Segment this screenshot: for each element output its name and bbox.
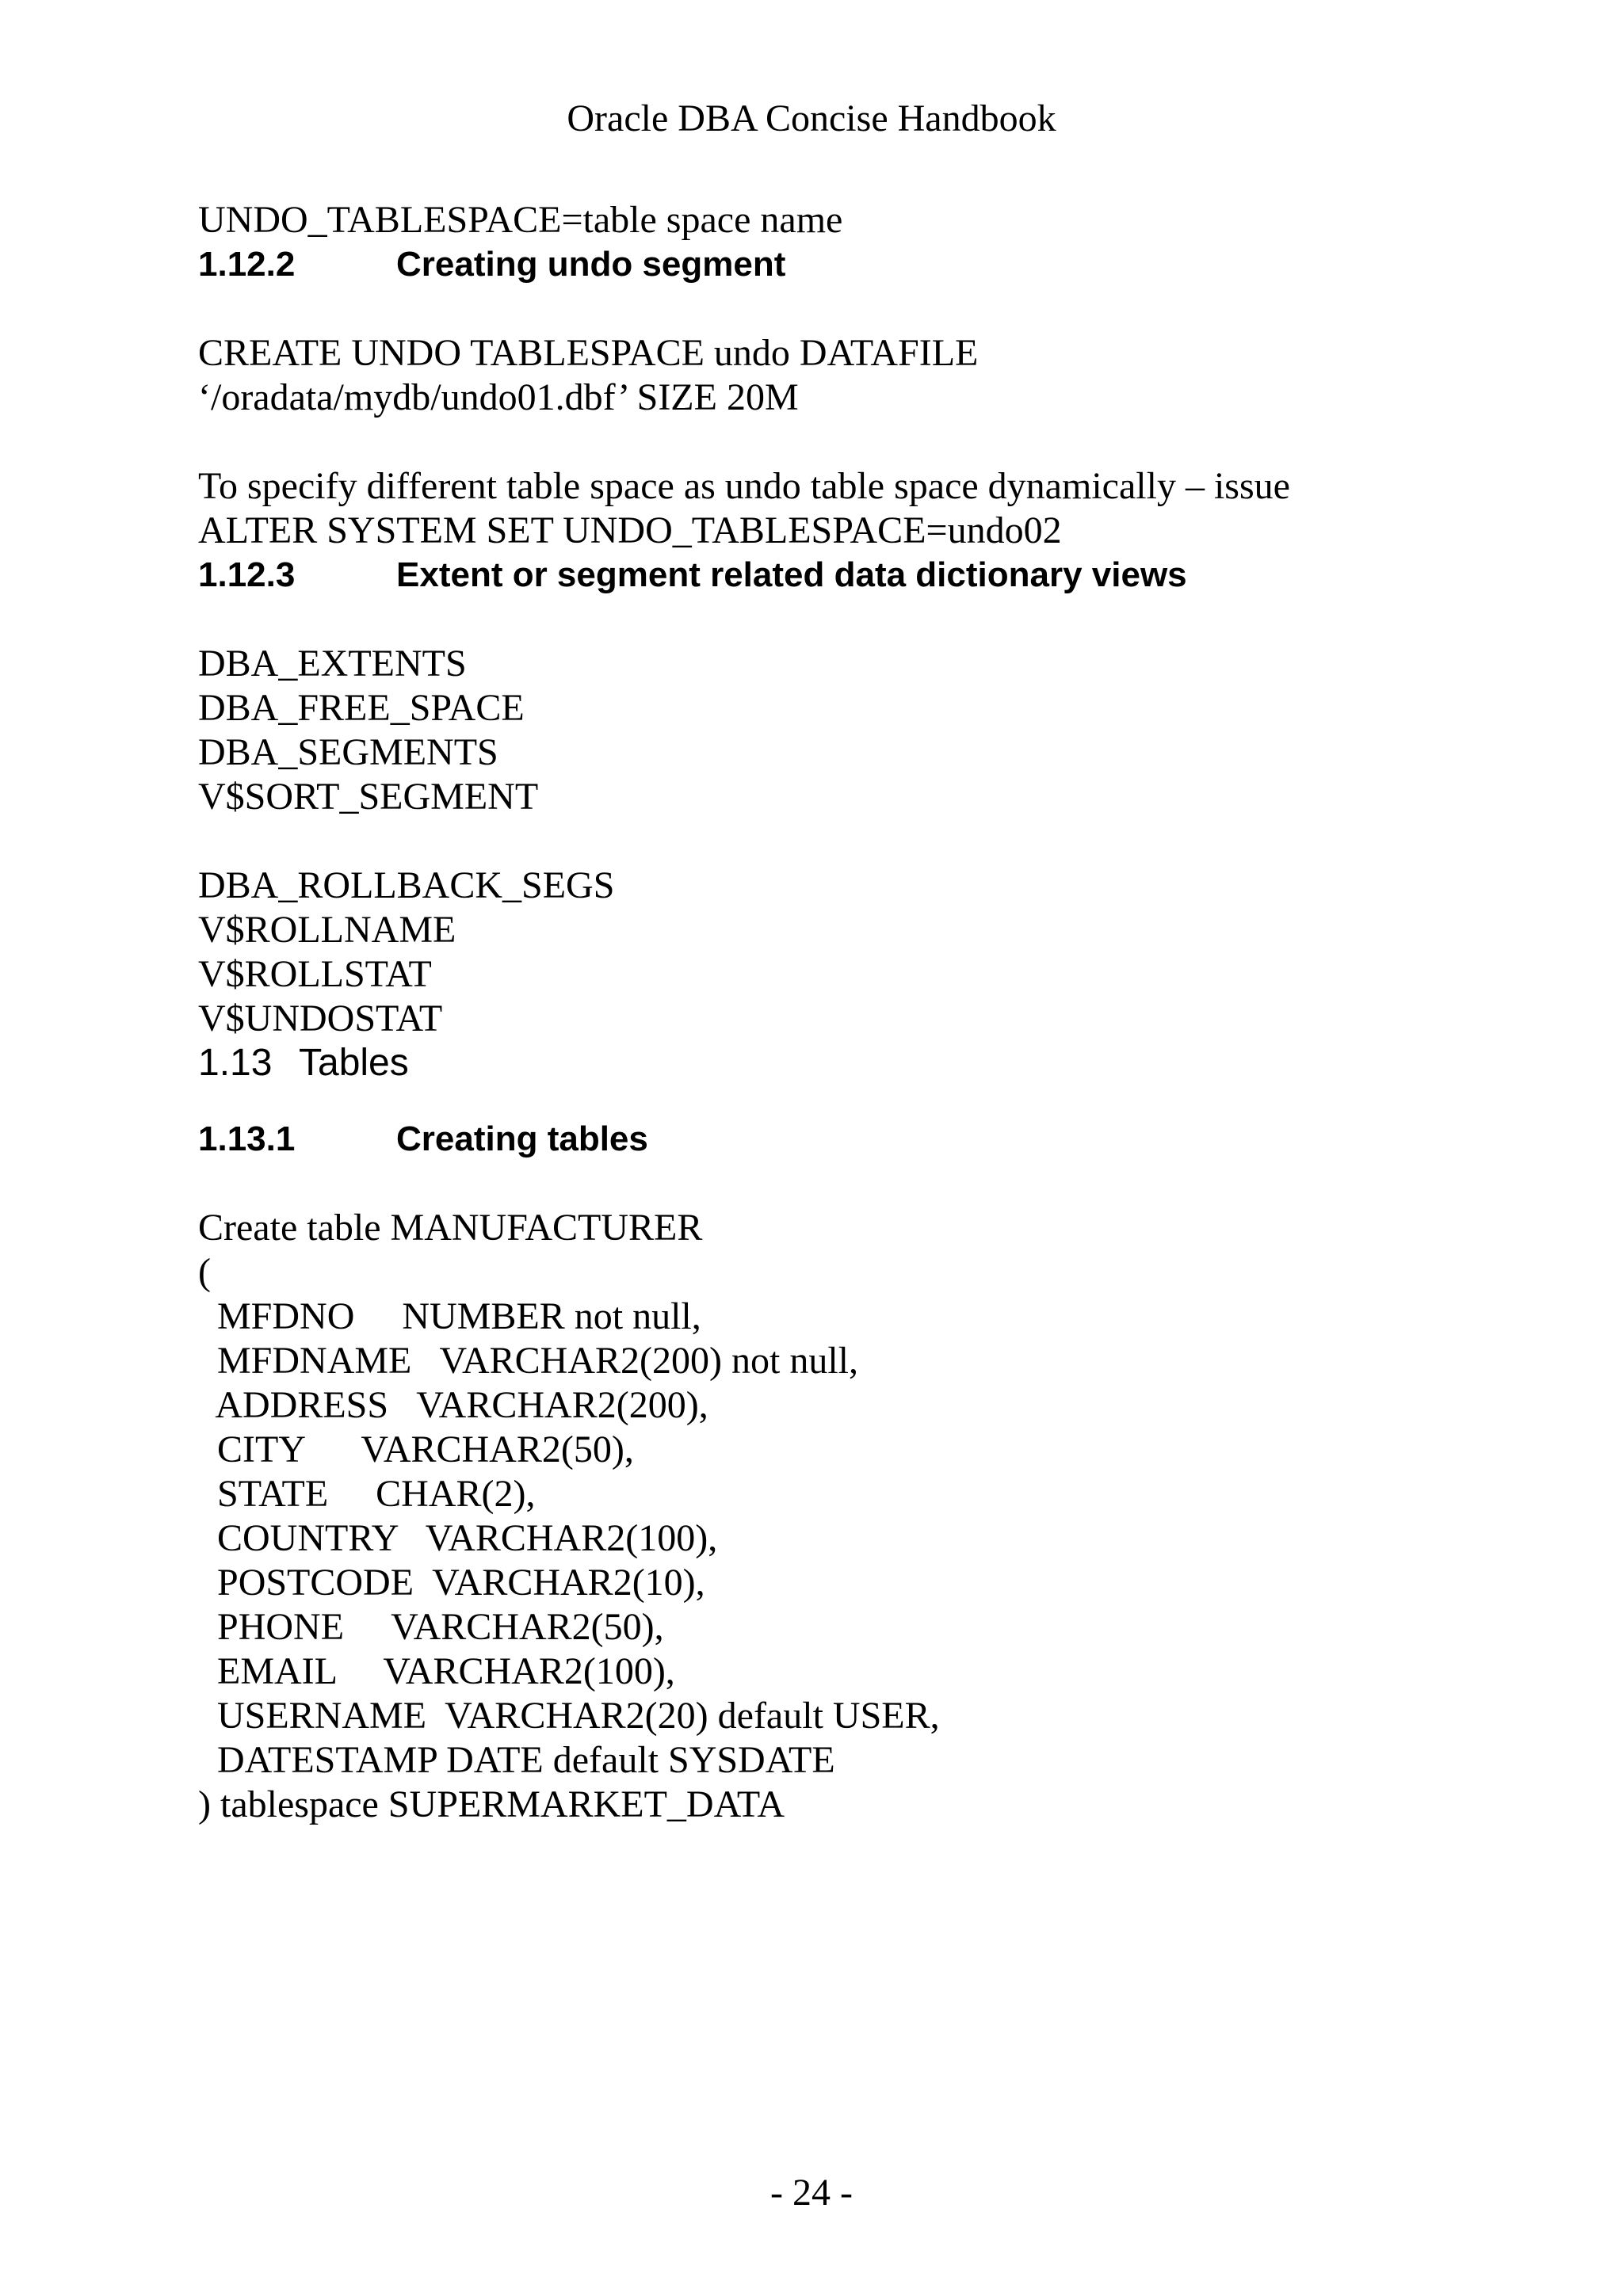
heading-number: 1.13.1 [198, 1119, 296, 1158]
code-line: ‘/oradata/mydb/undo01.dbf’ SIZE 20M [198, 376, 799, 418]
views-list-extents [198, 642, 1506, 819]
page-number: - 24 - [770, 2172, 853, 2214]
code-line: CREATE UNDO TABLESPACE undo DATAFILE [198, 332, 979, 374]
code-line: STATE CHAR(2), [198, 1473, 536, 1515]
heading-number: 1.12.2 [198, 245, 296, 284]
heading-number: 1.12.3 [198, 555, 296, 594]
code-line: CITY VARCHAR2(50), [198, 1428, 634, 1470]
intro-line: UNDO_TABLESPACE=table space name [198, 199, 843, 241]
heading-title: Creating tables [396, 1119, 648, 1158]
list-item: V$SORT_SEGMENT [198, 776, 539, 818]
list-item: V$ROLLSTAT [198, 953, 432, 995]
list-item: DBA_SEGMENTS [198, 731, 498, 773]
code-line: COUNTRY VARCHAR2(100), [198, 1517, 718, 1559]
paragraph-alter-system [198, 464, 1506, 553]
list-item: DBA_FREE_SPACE [198, 687, 525, 729]
code-line: Create table MANUFACTURER [198, 1207, 703, 1249]
heading-1-12-3 [198, 553, 1506, 597]
page-body [198, 198, 1506, 1827]
code-line: ) tablespace SUPERMARKET_DATA [198, 1783, 785, 1825]
text-line: To specify different table space as undo table space dynamically – issue [198, 465, 1290, 507]
code-line: PHONE VARCHAR2(50), [198, 1606, 664, 1648]
list-item: DBA_ROLLBACK_SEGS [198, 864, 615, 906]
list-item: DBA_EXTENTS [198, 643, 467, 685]
text-line: ALTER SYSTEM SET UNDO_TABLESPACE=undo02 [198, 509, 1062, 551]
heading-1-13 [198, 1041, 1506, 1085]
code-line: ADDRESS VARCHAR2(200), [198, 1384, 708, 1426]
code-line: DATESTAMP DATE default SYSDATE [198, 1739, 835, 1781]
code-line: ( [198, 1251, 211, 1293]
code-line: MFDNAME VARCHAR2(200) not null, [198, 1340, 858, 1382]
heading-title: Extent or segment related data dictionary views [396, 555, 1187, 594]
code-line: POSTCODE VARCHAR2(10), [198, 1562, 705, 1604]
heading-number: 1.13 [198, 1042, 273, 1084]
code-line: USERNAME VARCHAR2(20) default USER, [198, 1695, 940, 1737]
heading-title: Creating undo segment [396, 245, 786, 284]
views-list-rollback [198, 864, 1506, 1041]
list-item: V$UNDOSTAT [198, 997, 443, 1039]
list-item: V$ROLLNAME [198, 909, 456, 951]
heading-title: Tables [299, 1042, 409, 1084]
code-line: MFDNO NUMBER not null, [198, 1295, 701, 1337]
code-line: EMAIL VARCHAR2(100), [198, 1650, 675, 1692]
running-header: Oracle DBA Concise Handbook [567, 97, 1056, 139]
code-block-create-table [198, 1206, 1506, 1827]
heading-1-12-2 [198, 242, 1506, 287]
heading-1-13-1 [198, 1117, 1506, 1161]
code-block-create-undo [198, 331, 1506, 420]
